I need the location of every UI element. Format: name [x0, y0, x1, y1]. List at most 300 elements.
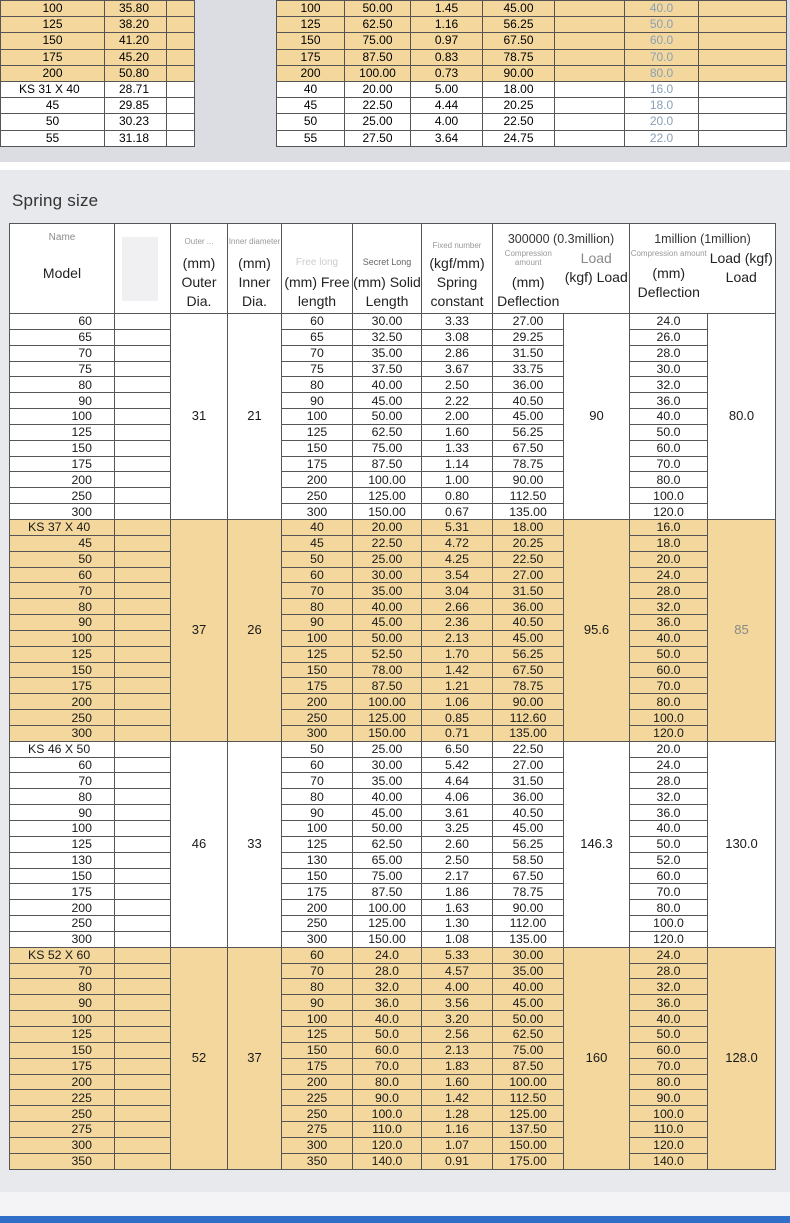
- model-cell: 125: [10, 836, 115, 852]
- blank-cell: [115, 931, 171, 947]
- model-cell: 175: [10, 456, 115, 472]
- top-right-defl2: 80.0: [625, 65, 699, 81]
- top-right-table: [276, 0, 787, 147]
- solid-length-cell: 125.00: [353, 710, 422, 726]
- free-length-cell: 175: [282, 678, 353, 694]
- table-row: [10, 424, 776, 440]
- top-left-row: [1, 114, 195, 130]
- top-right-load2: [699, 49, 787, 65]
- spring-constant-cell: 3.56: [422, 995, 493, 1011]
- solid-length-cell: 120.0: [353, 1137, 422, 1153]
- deflection2-cell: 70.0: [630, 678, 708, 694]
- spring-constant-cell: 0.91: [422, 1153, 493, 1169]
- table-row: [10, 472, 776, 488]
- deflection2-cell: 24.0: [630, 947, 708, 963]
- top-right-defl2: 70.0: [625, 49, 699, 65]
- blank-cell: [115, 409, 171, 425]
- solid-length-cell: 35.00: [353, 345, 422, 361]
- top-right-defl2: 60.0: [625, 33, 699, 49]
- load-cell: 146.3: [564, 741, 630, 947]
- top-right-spring: 1.16: [411, 17, 483, 33]
- blank-cell: [115, 884, 171, 900]
- free-length-cell: 175: [282, 1058, 353, 1074]
- top-left-model: 125: [1, 17, 105, 33]
- model-cell: KS 52 X 60: [10, 947, 115, 963]
- top-right-spring: 4.44: [411, 98, 483, 114]
- table-row: [10, 995, 776, 1011]
- deflection-cell: 30.00: [493, 947, 564, 963]
- deflection2-cell: 24.0: [630, 567, 708, 583]
- deflection-cell: 45.00: [493, 995, 564, 1011]
- free-length-cell: 125: [282, 1026, 353, 1042]
- top-right-load2: [699, 17, 787, 33]
- deflection-cell: 78.75: [493, 456, 564, 472]
- table-row: [10, 694, 776, 710]
- deflection2-cell: 28.0: [630, 963, 708, 979]
- model-cell: 100: [10, 409, 115, 425]
- top-left-solid: 38.20: [105, 17, 167, 33]
- model-cell: KS 37 X 40: [10, 519, 115, 535]
- free-length-cell: 225: [282, 1090, 353, 1106]
- blank-cell: [115, 789, 171, 805]
- table-row: [10, 805, 776, 821]
- free-length-cell: 175: [282, 456, 353, 472]
- top-right-solid: 75.00: [345, 33, 411, 49]
- load2-cell: 85: [708, 519, 776, 741]
- top-right-spring: 4.00: [411, 114, 483, 130]
- deflection-cell: 137.50: [493, 1122, 564, 1138]
- free-length-cell: 60: [282, 567, 353, 583]
- spring-constant-cell: 5.42: [422, 757, 493, 773]
- top-left-blank: [167, 17, 195, 33]
- top-right-defl: 24.75: [483, 130, 555, 146]
- deflection-cell: 45.00: [493, 630, 564, 646]
- top-left-row: [1, 49, 195, 65]
- table-row: [10, 884, 776, 900]
- table-row: [10, 361, 776, 377]
- top-right-spring: 0.97: [411, 33, 483, 49]
- solid-length-cell: 78.00: [353, 662, 422, 678]
- load-cell: 90: [564, 314, 630, 520]
- deflection-cell: 20.25: [493, 535, 564, 551]
- top-right-load: [555, 49, 625, 65]
- table-row: [10, 1106, 776, 1122]
- deflection2-cell: 36.0: [630, 393, 708, 409]
- free-length-cell: 300: [282, 931, 353, 947]
- deflection2-cell: 50.0: [630, 1026, 708, 1042]
- model-cell: 125: [10, 646, 115, 662]
- free-length-header: Free long (mm) Free length: [282, 224, 353, 314]
- spring-constant-cell: 1.08: [422, 931, 493, 947]
- load-cell: 160: [564, 947, 630, 1169]
- free-length-cell: 80: [282, 377, 353, 393]
- blank-cell: [115, 836, 171, 852]
- solid-length-cell: 28.0: [353, 963, 422, 979]
- top-left-blank: [167, 1, 195, 17]
- top-left-solid: 31.18: [105, 130, 167, 146]
- top-right-row: [277, 1, 787, 17]
- model-cell: 100: [10, 821, 115, 837]
- top-right-defl2: 16.0: [625, 81, 699, 97]
- free-length-cell: 70: [282, 583, 353, 599]
- top-left-blank: [167, 130, 195, 146]
- section-title: Spring size: [12, 191, 99, 210]
- solid-length-cell: 87.50: [353, 678, 422, 694]
- table-row: [10, 504, 776, 520]
- inner-dia-header: Inner diameter (mm) Inner Dia.: [228, 224, 282, 314]
- deflection2-cell: 18.0: [630, 535, 708, 551]
- spring-constant-cell: 1.00: [422, 472, 493, 488]
- blank-cell: [115, 615, 171, 631]
- model-cell: 175: [10, 1058, 115, 1074]
- top-right-solid: 27.50: [345, 130, 411, 146]
- deflection2-cell: 120.0: [630, 931, 708, 947]
- table-row: [10, 1137, 776, 1153]
- deflection-cell: 36.00: [493, 377, 564, 393]
- solid-length-cell: 110.0: [353, 1122, 422, 1138]
- table-row: [10, 1122, 776, 1138]
- model-cell: 275: [10, 1122, 115, 1138]
- deflection2-cell: 70.0: [630, 456, 708, 472]
- top-left-solid: 35.80: [105, 1, 167, 17]
- solid-length-cell: 80.0: [353, 1074, 422, 1090]
- group2-header: 1million (1million) Compression amount (mm) Deflection Load (kgf) Load: [630, 224, 776, 314]
- top-right-load2: [699, 81, 787, 97]
- solid-length-cell: 75.00: [353, 868, 422, 884]
- solid-length-cell: 150.00: [353, 504, 422, 520]
- deflection-cell: 22.50: [493, 741, 564, 757]
- spring-constant-cell: 1.14: [422, 456, 493, 472]
- table-row: [10, 931, 776, 947]
- table-row: [10, 773, 776, 789]
- model-cell: 90: [10, 615, 115, 631]
- model-header: Name Model: [10, 224, 115, 314]
- top-left-model: 150: [1, 33, 105, 49]
- spring-constant-cell: 3.04: [422, 583, 493, 599]
- outer-dia-cell: 37: [171, 519, 228, 741]
- spring-constant-cell: 6.50: [422, 741, 493, 757]
- top-right-defl2: 22.0: [625, 130, 699, 146]
- top-right-load: [555, 130, 625, 146]
- top-right-row: [277, 65, 787, 81]
- spring-constant-cell: 4.57: [422, 963, 493, 979]
- model-cell: 90: [10, 805, 115, 821]
- table-row: [10, 488, 776, 504]
- spring-constant-cell: 3.33: [422, 314, 493, 330]
- free-length-cell: 200: [282, 472, 353, 488]
- blank-cell: [115, 393, 171, 409]
- top-left-solid: 41.20: [105, 33, 167, 49]
- solid-length-cell: 52.50: [353, 646, 422, 662]
- top-right-row: [277, 49, 787, 65]
- top-left-row: [1, 65, 195, 81]
- spring-constant-header: Fixed number (kgf/mm) Spring constant: [422, 224, 493, 314]
- blank-header-patch: [122, 237, 158, 301]
- model-cell: 125: [10, 1026, 115, 1042]
- top-left-row: [1, 130, 195, 146]
- deflection-cell: 33.75: [493, 361, 564, 377]
- spring-constant-cell: 1.70: [422, 646, 493, 662]
- model-cell: 100: [10, 1011, 115, 1027]
- table-row: [10, 551, 776, 567]
- outer-dia-cell: 31: [171, 314, 228, 520]
- table-row: [10, 314, 776, 330]
- blank-cell: [115, 456, 171, 472]
- free-length-cell: 130: [282, 852, 353, 868]
- blank-cell: [115, 630, 171, 646]
- free-length-cell: 250: [282, 1106, 353, 1122]
- top-right-solid: 62.50: [345, 17, 411, 33]
- bottom-gap: [0, 1192, 790, 1216]
- deflection-cell: 27.00: [493, 567, 564, 583]
- deflection-cell: 36.00: [493, 599, 564, 615]
- top-right-load: [555, 33, 625, 49]
- table-row: [10, 519, 776, 535]
- table-row: [10, 345, 776, 361]
- blank-cell: [115, 583, 171, 599]
- model-cell: 250: [10, 1106, 115, 1122]
- deflection-cell: 78.75: [493, 884, 564, 900]
- spring-constant-cell: 2.13: [422, 630, 493, 646]
- table-row: [10, 583, 776, 599]
- spring-constant-cell: 0.67: [422, 504, 493, 520]
- blank-cell: [115, 979, 171, 995]
- deflection2-cell: 24.0: [630, 314, 708, 330]
- free-length-cell: 70: [282, 963, 353, 979]
- free-length-cell: 200: [282, 900, 353, 916]
- top-right-defl: 56.25: [483, 17, 555, 33]
- deflection-cell: 56.25: [493, 646, 564, 662]
- solid-length-cell: 32.50: [353, 329, 422, 345]
- top-right-load2: [699, 130, 787, 146]
- spring-constant-cell: 2.50: [422, 377, 493, 393]
- blank-cell: [115, 314, 171, 330]
- solid-length-cell: 62.50: [353, 836, 422, 852]
- table-row: [10, 599, 776, 615]
- top-right-spring: 5.00: [411, 81, 483, 97]
- model-cell: 350: [10, 1153, 115, 1169]
- blank-cell: [115, 567, 171, 583]
- blank-cell: [115, 599, 171, 615]
- table-row: [10, 646, 776, 662]
- blank-cell: [115, 1074, 171, 1090]
- solid-length-cell: 125.00: [353, 916, 422, 932]
- solid-length-cell: 60.0: [353, 1042, 422, 1058]
- spring-constant-cell: 0.85: [422, 710, 493, 726]
- top-right-len: 45: [277, 98, 345, 114]
- solid-length-cell: 125.00: [353, 488, 422, 504]
- table-row: [10, 725, 776, 741]
- solid-length-cell: 50.00: [353, 821, 422, 837]
- free-length-cell: 50: [282, 741, 353, 757]
- free-length-cell: 100: [282, 630, 353, 646]
- deflection2-cell: 30.0: [630, 361, 708, 377]
- top-right-load: [555, 98, 625, 114]
- blank-cell: [115, 424, 171, 440]
- spring-constant-cell: 1.83: [422, 1058, 493, 1074]
- spring-constant-cell: 1.63: [422, 900, 493, 916]
- top-right-row: [277, 33, 787, 49]
- top-right-len: 100: [277, 1, 345, 17]
- blank-cell: [115, 947, 171, 963]
- model-cell: 70: [10, 583, 115, 599]
- load2-cell: 80.0: [708, 314, 776, 520]
- blank-cell: [115, 694, 171, 710]
- solid-length-cell: 40.0: [353, 1011, 422, 1027]
- deflection2-cell: 70.0: [630, 1058, 708, 1074]
- free-length-cell: 90: [282, 393, 353, 409]
- free-length-cell: 70: [282, 773, 353, 789]
- spring-constant-cell: 1.60: [422, 1074, 493, 1090]
- model-cell: 100: [10, 630, 115, 646]
- blank-cell: [115, 551, 171, 567]
- outer-dia-cell: 46: [171, 741, 228, 947]
- top-right-defl2: 50.0: [625, 17, 699, 33]
- top-left-row: [1, 98, 195, 114]
- top-right-defl2: 18.0: [625, 98, 699, 114]
- top-left-model: 175: [1, 49, 105, 65]
- spring-size-table: [9, 223, 776, 1170]
- top-right-solid: 22.50: [345, 98, 411, 114]
- free-length-cell: 200: [282, 1074, 353, 1090]
- deflection-cell: 112.50: [493, 488, 564, 504]
- top-right-solid: 50.00: [345, 1, 411, 17]
- solid-length-cell: 22.50: [353, 535, 422, 551]
- top-left-blank: [167, 33, 195, 49]
- free-length-cell: 45: [282, 535, 353, 551]
- table-row: [10, 630, 776, 646]
- blank-cell: [115, 1058, 171, 1074]
- solid-length-cell: 45.00: [353, 615, 422, 631]
- top-left-solid: 29.85: [105, 98, 167, 114]
- solid-length-cell: 30.00: [353, 314, 422, 330]
- spring-constant-cell: 5.31: [422, 519, 493, 535]
- top-left-blank: [167, 65, 195, 81]
- model-cell: 200: [10, 472, 115, 488]
- deflection2-cell: 80.0: [630, 694, 708, 710]
- blank-cell: [115, 678, 171, 694]
- solid-length-cell: 65.00: [353, 852, 422, 868]
- top-right-len: 150: [277, 33, 345, 49]
- table-row: [10, 1011, 776, 1027]
- solid-length-cell: 40.00: [353, 599, 422, 615]
- top-right-load2: [699, 33, 787, 49]
- free-length-cell: 70: [282, 345, 353, 361]
- solid-length-cell: 20.00: [353, 519, 422, 535]
- top-right-len: 200: [277, 65, 345, 81]
- model-cell: 175: [10, 678, 115, 694]
- free-length-cell: 350: [282, 1153, 353, 1169]
- deflection2-cell: 32.0: [630, 789, 708, 805]
- blank-cell: [115, 1026, 171, 1042]
- deflection-cell: 150.00: [493, 1137, 564, 1153]
- top-right-row: [277, 130, 787, 146]
- spring-constant-cell: 2.36: [422, 615, 493, 631]
- table-row: [10, 1026, 776, 1042]
- spring-constant-cell: 3.08: [422, 329, 493, 345]
- blank-cell: [115, 741, 171, 757]
- deflection-cell: 27.00: [493, 757, 564, 773]
- solid-length-cell: 87.50: [353, 884, 422, 900]
- model-cell: 130: [10, 852, 115, 868]
- spring-constant-cell: 4.25: [422, 551, 493, 567]
- model-cell: 225: [10, 1090, 115, 1106]
- table-row: [10, 440, 776, 456]
- model-cell: 90: [10, 393, 115, 409]
- table-row: [10, 456, 776, 472]
- deflection-cell: 135.00: [493, 725, 564, 741]
- spring-constant-cell: 4.64: [422, 773, 493, 789]
- top-right-row: [277, 17, 787, 33]
- table-row: [10, 836, 776, 852]
- spring-constant-cell: 4.72: [422, 535, 493, 551]
- blank-cell: [115, 488, 171, 504]
- spring-constant-cell: 3.67: [422, 361, 493, 377]
- table-row: [10, 868, 776, 884]
- deflection-cell: 40.00: [493, 979, 564, 995]
- blank-cell: [115, 1090, 171, 1106]
- solid-length-cell: 75.00: [353, 440, 422, 456]
- deflection2-cell: 28.0: [630, 345, 708, 361]
- model-cell: 250: [10, 710, 115, 726]
- top-right-spring: 1.45: [411, 1, 483, 17]
- deflection2-cell: 50.0: [630, 424, 708, 440]
- top-right-len: 55: [277, 130, 345, 146]
- deflection2-cell: 32.0: [630, 979, 708, 995]
- solid-length-cell: 90.0: [353, 1090, 422, 1106]
- free-length-cell: 125: [282, 424, 353, 440]
- deflection2-cell: 40.0: [630, 821, 708, 837]
- top-left-blank: [167, 114, 195, 130]
- table-row: [10, 821, 776, 837]
- deflection-cell: 29.25: [493, 329, 564, 345]
- deflection2-cell: 60.0: [630, 440, 708, 456]
- table-row: [10, 1153, 776, 1169]
- free-length-cell: 40: [282, 519, 353, 535]
- deflection2-cell: 70.0: [630, 884, 708, 900]
- spring-constant-cell: 1.06: [422, 694, 493, 710]
- deflection2-cell: 100.0: [630, 710, 708, 726]
- deflection-cell: 87.50: [493, 1058, 564, 1074]
- top-left-model: 100: [1, 1, 105, 17]
- deflection-cell: 56.25: [493, 836, 564, 852]
- solid-length-cell: 62.50: [353, 424, 422, 440]
- top-right-spring: 0.83: [411, 49, 483, 65]
- top-right-row: [277, 98, 787, 114]
- spring-constant-cell: 2.13: [422, 1042, 493, 1058]
- blank-cell: [115, 757, 171, 773]
- free-length-cell: 75: [282, 361, 353, 377]
- spring-constant-cell: 4.00: [422, 979, 493, 995]
- deflection2-cell: 36.0: [630, 805, 708, 821]
- model-cell: 80: [10, 979, 115, 995]
- deflection2-cell: 60.0: [630, 868, 708, 884]
- load-cell: 95.6: [564, 519, 630, 741]
- deflection2-cell: 40.0: [630, 630, 708, 646]
- spring-constant-cell: 2.56: [422, 1026, 493, 1042]
- model-cell: 80: [10, 789, 115, 805]
- solid-length-cell: 25.00: [353, 741, 422, 757]
- top-right-row: [277, 81, 787, 97]
- solid-length-cell: 50.00: [353, 409, 422, 425]
- blank-cell: [115, 995, 171, 1011]
- deflection-cell: 112.50: [493, 1090, 564, 1106]
- free-length-cell: 250: [282, 710, 353, 726]
- deflection2-cell: 50.0: [630, 646, 708, 662]
- blank-cell: [115, 773, 171, 789]
- model-cell: 75: [10, 361, 115, 377]
- blank-cell: [115, 345, 171, 361]
